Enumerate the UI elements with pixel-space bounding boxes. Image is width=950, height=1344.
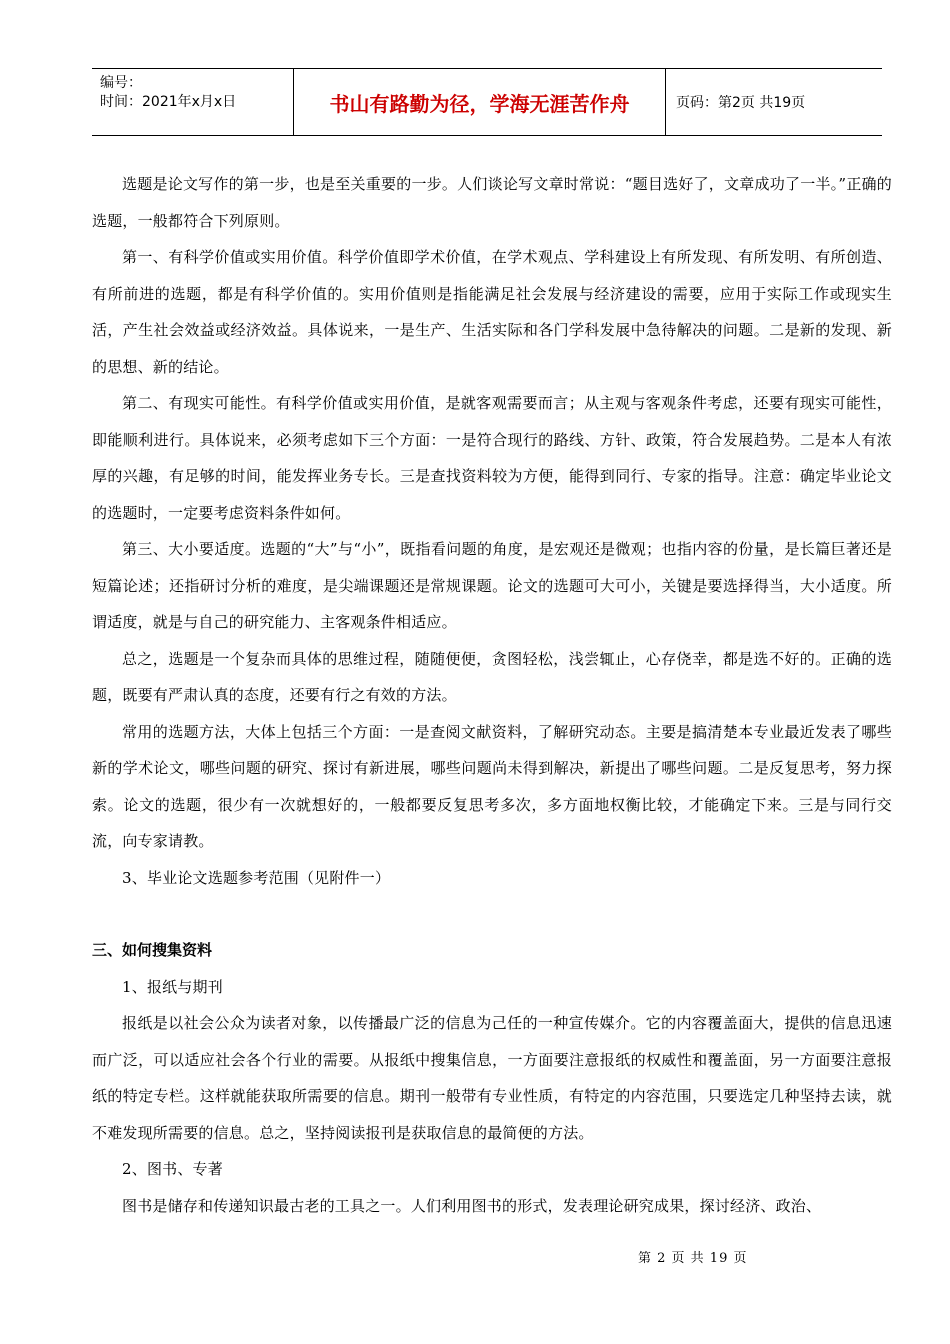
paragraph: 报纸是以社会公众为读者对象，以传播最广泛的信息为己任的一种宣传媒介。它的内容覆盖面大，提供的信息迅速而广泛，可以适应社会各个行业的需要。从报纸中搜集信息，一方面要注意报纸的权威性和覆盖面，另一方面要注意报纸的特定专栏。这样就能获取所需要的信息。期刊一般带有专业性质，有特定的内容范围，只要选定几种坚持去读，就不难发现所需要的信息。总之，坚持阅读报刊是获取信息的最简便的方法。 — [92, 1014, 892, 1142]
paragraph: 第二、有现实可能性。有科学价值或实用价值，是就客观需要而言；从主观与客观条件考虑，还要有现实可能性，即能顺利进行。具体说来，必须考虑如下三个方面：一是符合现行的路线、方针、政策，符合发展趋势。二是本人有浓厚的兴趣，有足够的时间，能发挥业务专长。三是查找资料较为方便，能得到同行、专家的指导。注意：确定毕业论文的选题时，一定要考虑资料条件如何。 — [92, 394, 892, 522]
page-footer: 第 2 页 共 19 页 — [638, 1251, 748, 1266]
time-label: 时间：2021年x月x日 — [100, 94, 237, 110]
spacer — [92, 896, 892, 932]
header-page-info: 页码：第2页 共19页 — [676, 95, 806, 111]
document-body — [92, 166, 892, 1224]
number-label: 编号： — [100, 75, 142, 91]
paragraph: 常用的选题方法，大体上包括三个方面：一是查阅文献资料，了解研究动态。主要是搞清楚本专业最近发表了哪些新的学术论文，哪些问题的研究、探讨有新进展，哪些问题尚未得到解决，新提出了哪些问题。二是反复思考，努力探索。论文的选题，很少有一次就想好的，一般都要反复思考多次，多方面地权衡比较，才能确定下来。三是与同行交流，向专家请教。 — [92, 722, 892, 850]
header-motto: 书山有路勤为径，学海无涯苦作舟 — [294, 69, 666, 135]
paragraph: 总之，选题是一个复杂而具体的思维过程，随随便便，贪图轻松，浅尝辄止，心存侥幸，都是选不好的。正确的选题，既要有严肃认真的态度，还要有行之有效的方法。 — [92, 649, 892, 704]
paragraph: 第三、大小要适度。选题的“大”与“小”，既指看问题的角度，是宏观还是微观；也指内容的份量，是长篇巨著还是短篇论述；还指研讨分析的难度，是尖端课题还是常规课题。论文的选题可大可小，关键是要选择得当，大小适度。所谓适度，就是与自己的研究能力、主客观条件相适应。 — [92, 540, 892, 631]
subsection-title: 2、图书、专著 — [122, 1160, 223, 1178]
paragraph: 3、毕业论文选题参考范围（见附件一） — [122, 868, 391, 887]
header-info-cell — [92, 69, 294, 135]
section-title: 三、如何搜集资料 — [92, 941, 213, 959]
header-table — [92, 68, 882, 136]
paragraph: 图书是储存和传递知识最古老的工具之一。人们利用图书的形式，发表理论研究成果，探讨经济、政治、 — [122, 1196, 822, 1215]
subsection-title: 1、报纸与期刊 — [122, 977, 223, 996]
paragraph: 第一、有科学价值或实用价值。科学价值即学术价值，在学术观点、学科建设上有所发现、有所发明、有所创造、有所前进的选题，都是有科学价值的。实用价值则是指能满足社会发展与经济建设的需要，应用于实际工作或现实生活，产生社会效益或经济效益。具体说来，一是生产、生活实际和各门学科发展中急待解决的问题。二是新的发现、新的思想、新的结论。 — [92, 248, 892, 376]
paragraph: 选题是论文写作的第一步，也是至关重要的一步。人们谈论写文章时常说：“题目选好了，文章成功了一半。”正确的选题，一般都符合下列原则。 — [92, 175, 892, 230]
